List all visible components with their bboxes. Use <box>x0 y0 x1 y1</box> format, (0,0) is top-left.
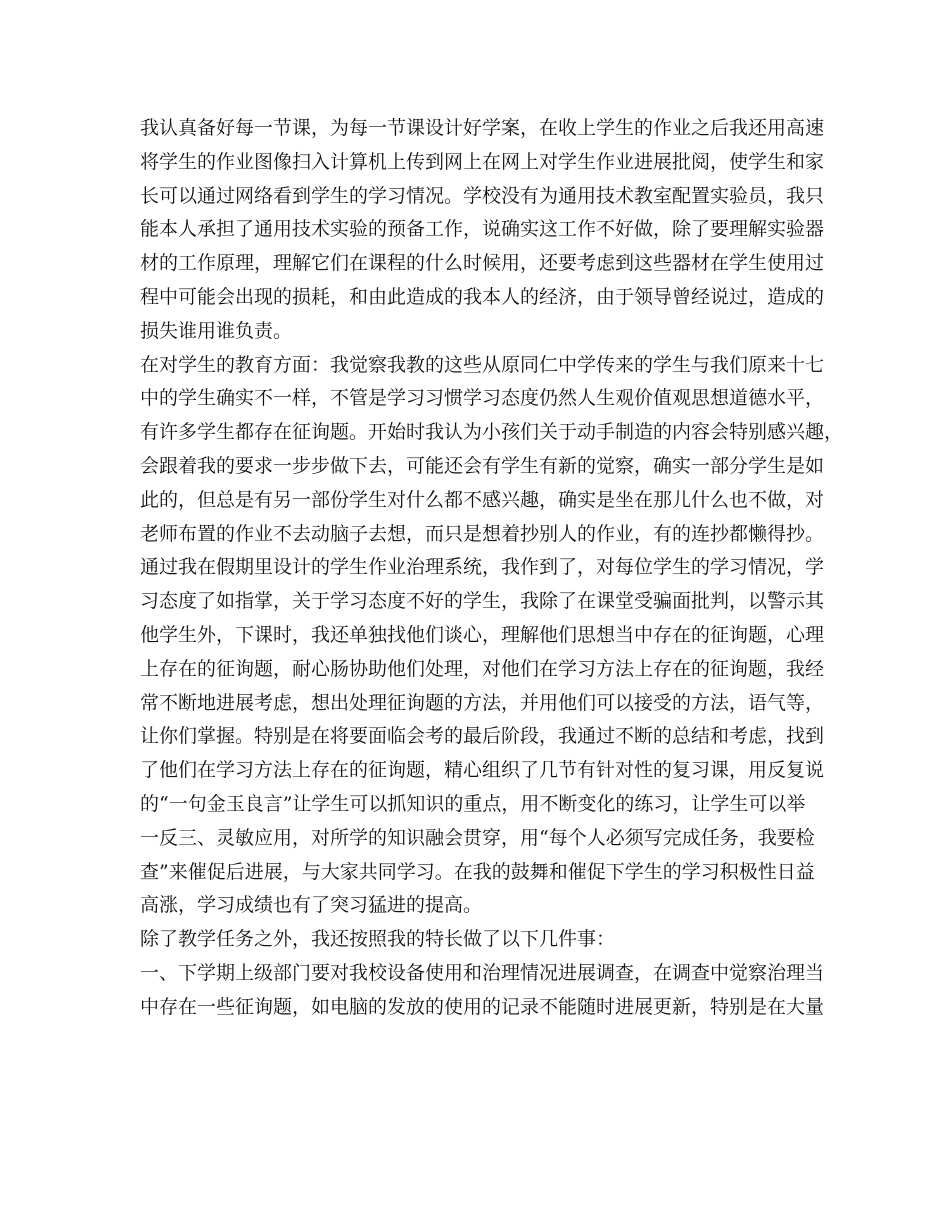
text-line: 上存在的征询题，耐心肠协助他们处理，对他们在学习方法上存在的征询题，我经 <box>140 657 825 680</box>
text-line: 长可以通过网络看到学生的学习情况。学校没有为通用技术教室配置实验员，我只 <box>140 184 825 207</box>
text-line: 高涨，学习成绩也有了突习猛进的提高。 <box>140 894 483 917</box>
text-line: 材的工作原理，理解它们在课程的什么时候用，还要考虑到这些器材在学生使用过 <box>140 252 825 275</box>
body-text <box>140 112 844 1025</box>
text-line: 将学生的作业图像扫入计算机上传到网上在网上对学生作业进展批阅，使学生和家 <box>140 150 825 173</box>
text-line: 除了教学任务之外，我还按照我的特长做了以下几件事： <box>140 928 616 951</box>
text-line: 的“一句金玉良言”让学生可以抓知识的重点，用不断变化的练习，让学生可以举 <box>140 792 806 815</box>
text-line: 能本人承担了通用技术实验的预备工作，说确实这工作不好做，除了要理解实验器 <box>140 218 825 241</box>
text-line: 中的学生确实不一样，不管是学习习惯学习态度仍然人生观价值观思想道德水平， <box>140 387 825 410</box>
text-line: 有许多学生都存在征询题。开始时我认为小孩们关于动手制造的内容会特别感兴趣， <box>140 421 844 444</box>
text-line: 一、下学期上级部门要对我校设备使用和治理情况进展调查，在调查中觉察治理当 <box>140 961 825 984</box>
text-line: 会跟着我的要求一步步做下去，可能还会有学生有新的觉察，确实一部分学生是如 <box>140 454 825 477</box>
text-line: 程中可能会出现的损耗，和由此造成的我本人的经济，由于领导曾经说过，造成的 <box>140 285 825 308</box>
text-line: 老师布置的作业不去动脑子去想，而只是想着抄别人的作业，有的连抄都懒得抄。 <box>140 522 825 545</box>
text-line: 在对学生的教育方面：我觉察我教的这些从原同仁中学传来的学生与我们原来十七 <box>140 353 825 376</box>
text-line: 我认真备好每一节课，为每一节课设计好学案，在收上学生的作业之后我还用高速 <box>140 117 825 139</box>
text-line: 了他们在学习方法上存在的征询题，精心组织了几节有针对性的复习课，用反复说 <box>140 759 825 782</box>
text-line: 查”来催促后进展，与大家共同学习。在我的鼓舞和催促下学生的学习积极性日益 <box>140 860 815 883</box>
text-line: 习态度了如指掌，关于学习态度不好的学生，我除了在课堂受骗面批判，以警示其 <box>140 590 825 613</box>
text-line: 一反三、灵敏应用，对所学的知识融会贯穿，用“每个人必须写完成任务，我要检 <box>140 826 815 849</box>
text-line: 让你们掌握。特别是在将要面临会考的最后阶段，我通过不断的总结和考虑，找到 <box>140 725 825 748</box>
text-line: 此的，但总是有另一部份学生对什么都不感兴趣，确实是坐在那儿什么也不做，对 <box>140 488 825 511</box>
text-line: 通过我在假期里设计的学生作业治理系统，我作到了，对每位学生的学习情况，学 <box>140 556 825 579</box>
text-line: 他学生外，下课时，我还单独找他们谈心，理解他们思想当中存在的征询题，心理 <box>140 623 825 646</box>
text-line: 常不断地进展考虑，想出处理征询题的方法，并用他们可以接受的方法，语气等， <box>140 691 825 714</box>
text-line: 损失谁用谁负责。 <box>140 319 293 342</box>
text-line: 中存在一些征询题，如电脑的发放的使用的记录不能随时进展更新，特别是在大量 <box>140 995 825 1018</box>
